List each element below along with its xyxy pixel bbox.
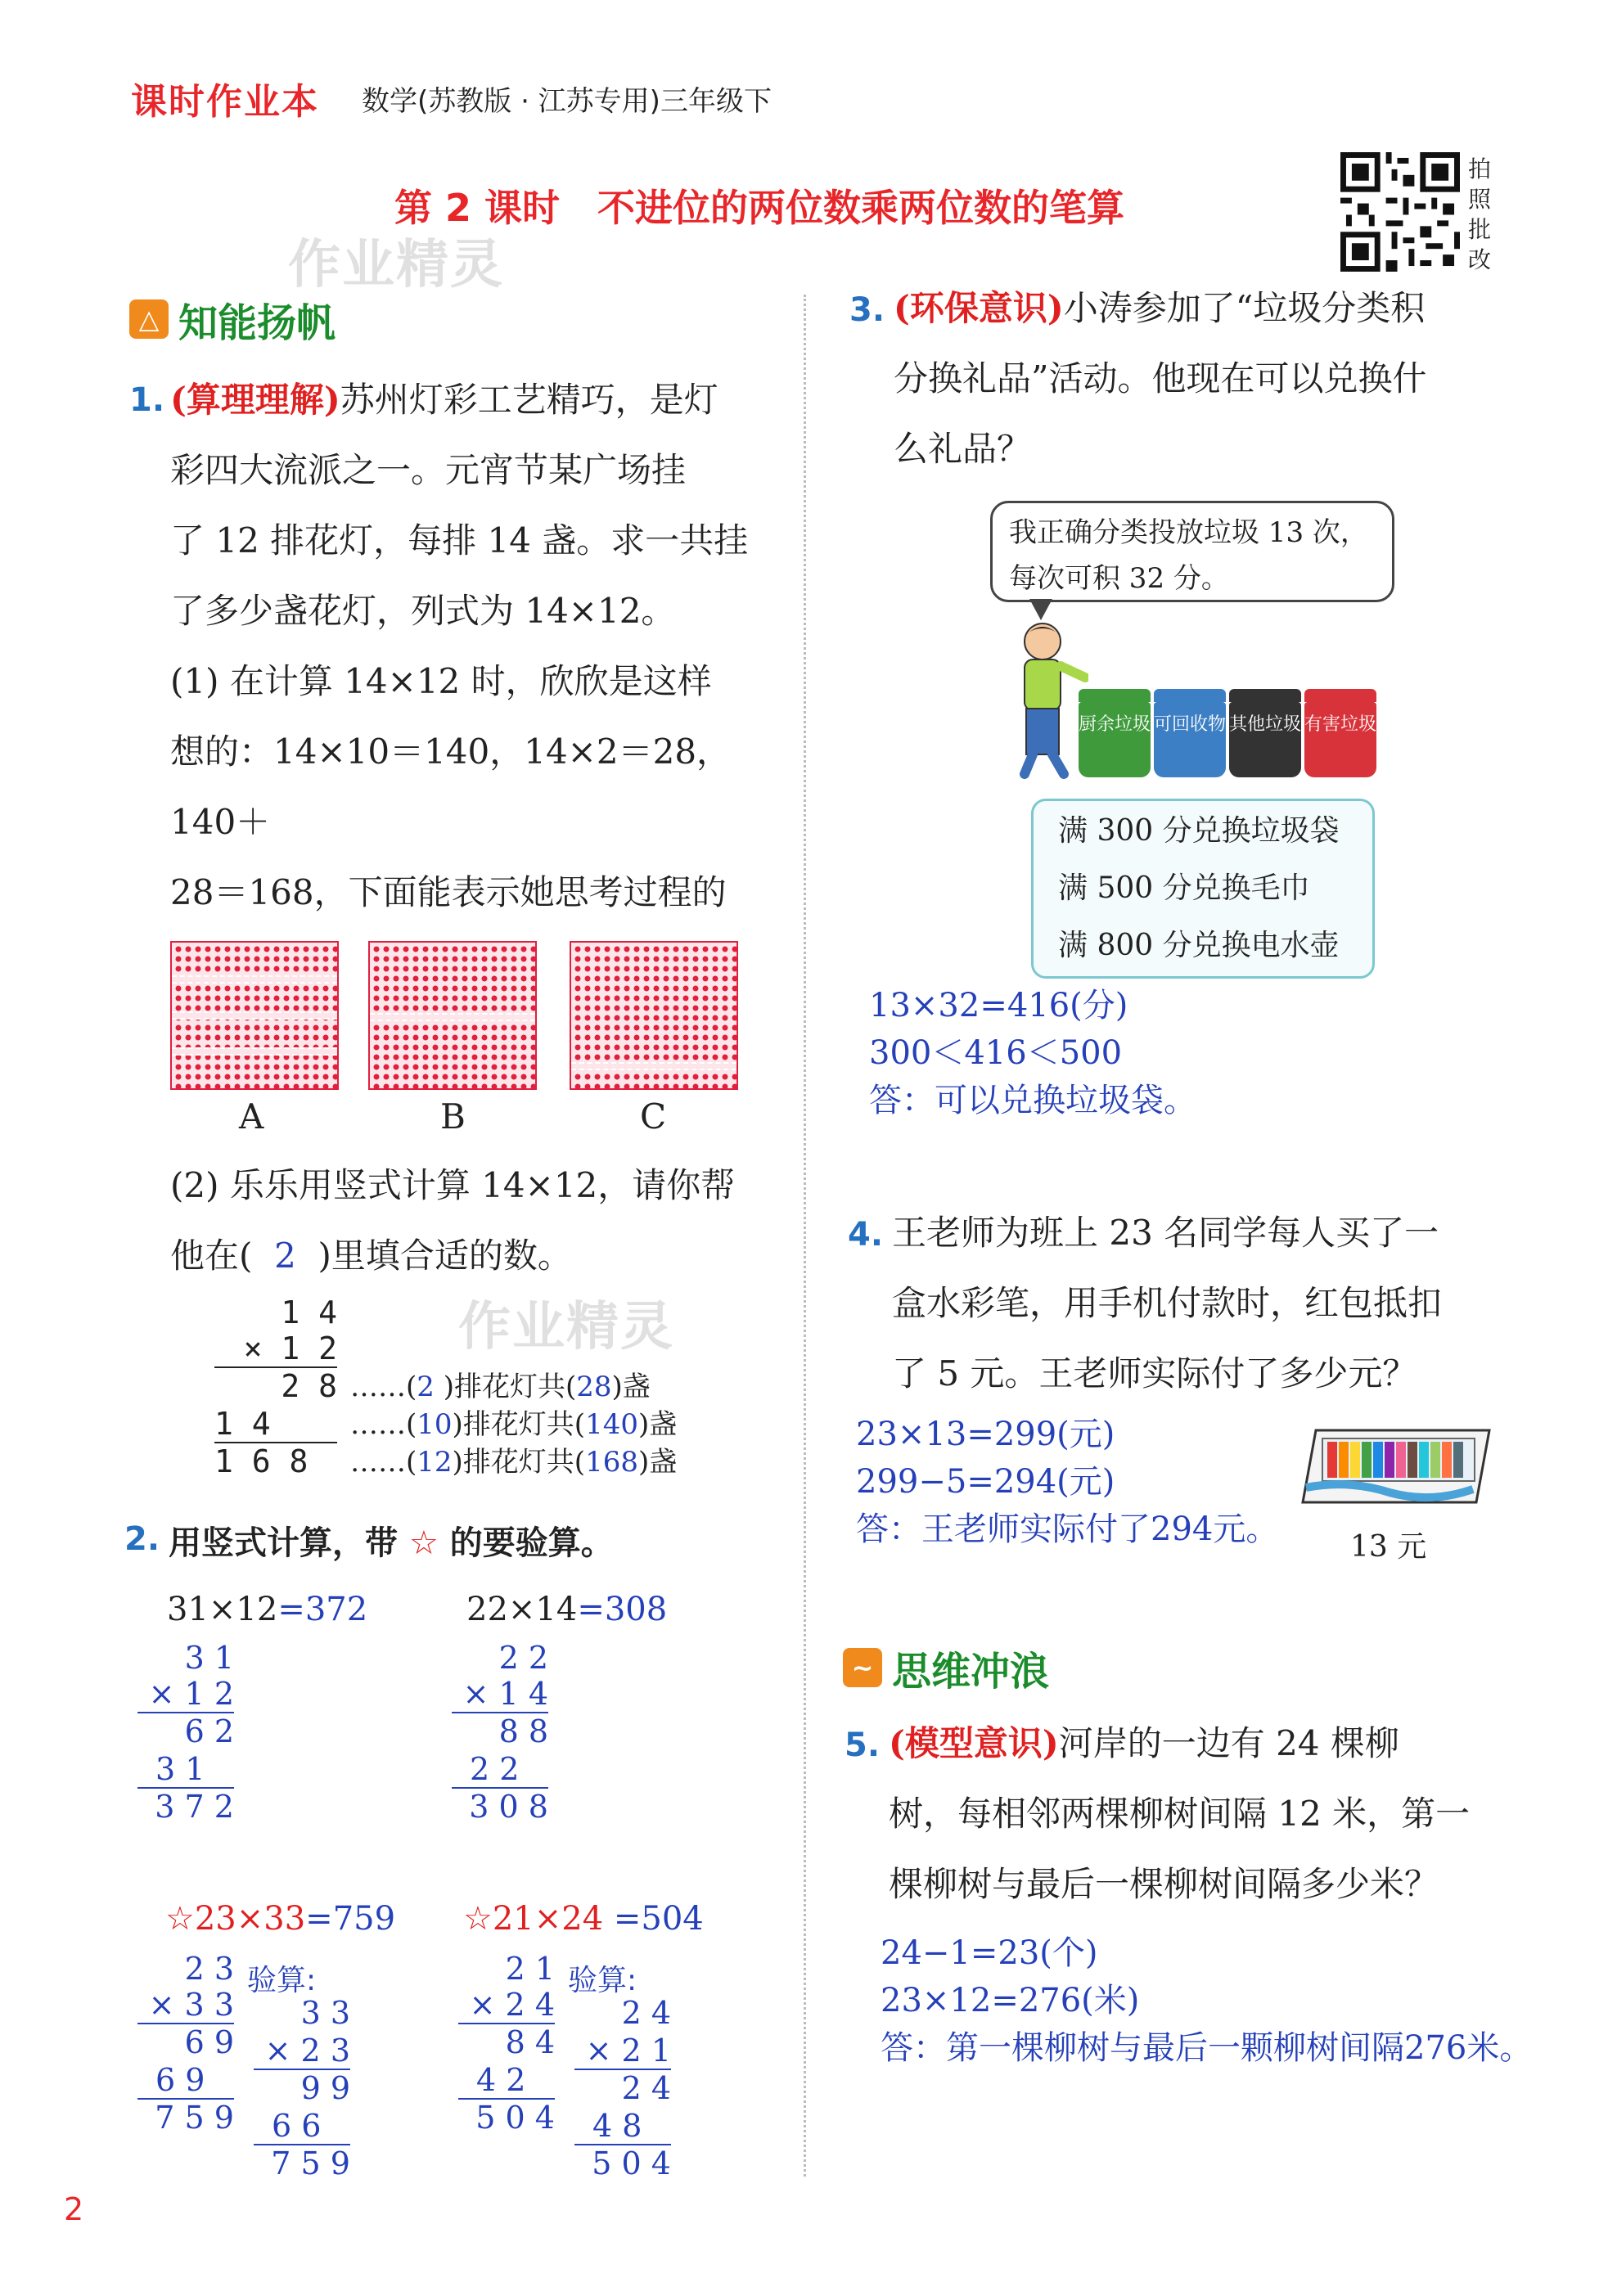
question-number: 2. xyxy=(124,1520,160,1558)
work-row: 4 2 xyxy=(458,2062,555,2100)
problem-expression: 22×14=308 xyxy=(466,1591,668,1628)
qr-caption xyxy=(1468,154,1494,275)
grid-label-c: C xyxy=(640,1096,667,1137)
work-row: 8 4 xyxy=(505,2024,555,2060)
work-row: 8 8 xyxy=(498,1713,548,1749)
check-row: 9 9 xyxy=(300,2070,350,2106)
trash-bins xyxy=(1079,689,1377,779)
qr-code-icon[interactable] xyxy=(1340,152,1460,272)
work-row: 5 0 4 xyxy=(475,2100,555,2136)
grid-label-a: A xyxy=(239,1096,264,1137)
qr-caption-char: 拍 xyxy=(1468,155,1492,182)
work-row: 3 0 8 xyxy=(469,1789,548,1825)
bin-hazardous: 有害垃圾 xyxy=(1304,702,1376,777)
reward-item: 满 300 分兑换垃圾袋 xyxy=(1058,814,1340,848)
watermark: 作业精灵 xyxy=(288,235,504,295)
vertical-notes xyxy=(350,1368,677,1481)
check-label: 验算: xyxy=(568,1964,637,1997)
check-row: × 2 3 xyxy=(254,2033,350,2070)
note-row: ……(2 )排花灯共(28)盏 xyxy=(350,1371,651,1403)
dot-grid-b xyxy=(368,941,537,1090)
page-number: 2 xyxy=(64,2191,84,2227)
check-label: 验算: xyxy=(247,1964,317,1997)
question-4-text: 王老师为班上 23 名同学每人买了一 盒水彩笔，用手机付款时，红包抵扣 了 5 元。王老师实际付了多少元？ xyxy=(892,1213,1443,1393)
boy-illustration xyxy=(997,617,1088,781)
watermark: 作业精灵 xyxy=(458,1297,674,1357)
work-row: 2 3 xyxy=(184,1951,234,1987)
work-row: 3 1 xyxy=(184,1640,234,1676)
question-number: 3. xyxy=(849,291,885,329)
work-row: 2 2 xyxy=(498,1640,548,1676)
rewards-box xyxy=(1031,799,1375,979)
question-1-part-2: (2) 乐乐用竖式计算 14×12，请你帮 他在( 2 )里填合适的数。 xyxy=(170,1165,736,1276)
book-subtitle: 数学(苏教版 · 江苏专用)三年级下 xyxy=(362,85,772,118)
work-row: 3 1 xyxy=(137,1751,234,1789)
question-5-text: (模型意识)河岸的一边有 24 棵柳 树，每相邻两棵柳树间隔 12 米，第一 棵柳树与最后一棵柳树间隔多少米？ xyxy=(889,1723,1471,1904)
work-row: 2 1 xyxy=(505,1951,555,1987)
answer-blank: 2 xyxy=(274,1236,296,1276)
problem-expression: 31×12=372 xyxy=(167,1591,368,1628)
question-tag: (环保意识) xyxy=(894,288,1064,328)
question-number: 1. xyxy=(129,381,165,419)
work-row: × 1 2 xyxy=(137,1676,234,1713)
qr-caption-char: 照 xyxy=(1468,186,1492,213)
check-row: × 2 1 xyxy=(574,2033,671,2070)
bin-kitchen: 厨余垃圾 xyxy=(1079,702,1151,777)
dot-grid-c xyxy=(570,941,738,1090)
question-3-answer: 13×32=416(分) 300＜416＜500 答：可以兑换垃圾袋。 xyxy=(869,987,1196,1119)
grid-label-b: B xyxy=(440,1096,466,1137)
work-row: 7 5 9 xyxy=(155,2100,234,2136)
note-row: ……(10)排花灯共(140)盏 xyxy=(350,1408,678,1441)
question-tag: (算理理解) xyxy=(170,380,340,420)
lesson-title: 第 2 课时 不进位的两位数乘两位数的笔算 xyxy=(394,186,1125,230)
section-title: 知能扬帆 xyxy=(178,300,336,346)
vertical-row: 2 8 xyxy=(281,1368,337,1404)
reward-item: 满 500 分兑换毛巾 xyxy=(1058,871,1310,905)
book-brand: 课时作业本 xyxy=(131,81,319,123)
check-row: 3 3 xyxy=(300,1995,350,2031)
work-row: × 1 4 xyxy=(452,1676,548,1713)
check-row: 2 4 xyxy=(621,1995,671,2031)
check-row: 5 0 4 xyxy=(592,2145,671,2181)
work-row: × 3 3 xyxy=(137,1987,234,2024)
work-row: 6 9 xyxy=(184,2024,234,2060)
marker-box-illustration xyxy=(1299,1422,1493,1519)
section-title: 思维冲浪 xyxy=(892,1649,1050,1695)
question-number: 4. xyxy=(848,1216,884,1254)
section-icon: ~ xyxy=(843,1648,882,1687)
section-icon: △ xyxy=(129,299,169,339)
star-icon: ☆ xyxy=(408,1524,439,1562)
reward-item: 满 800 分兑换电水壶 xyxy=(1058,929,1340,962)
check-row: 7 5 9 xyxy=(271,2145,350,2181)
question-4-answer: 23×13=299(元) 299−5=294(元) 答：王老师实际付了294元。 xyxy=(856,1416,1279,1548)
dot-grid-a xyxy=(170,941,339,1090)
bin-recyclable: 可回收物 xyxy=(1154,702,1226,777)
vertical-row: × 1 2 xyxy=(214,1330,337,1368)
question-3-text: (环保意识)小涛参加了“垃圾分类积 分换礼品”活动。他现在可以兑换什 么礼品？ xyxy=(894,288,1427,469)
work-row: 3 7 2 xyxy=(155,1789,234,1825)
problem-expression: ☆21×24 =504 xyxy=(463,1900,704,1938)
work-row: 6 2 xyxy=(184,1713,234,1749)
bin-other: 其他垃圾 xyxy=(1229,702,1301,777)
work-row: × 2 4 xyxy=(458,1987,555,2024)
problem-expression: ☆23×33=759 xyxy=(165,1900,396,1938)
work-row: 2 2 xyxy=(452,1751,548,1789)
note-row: ……(12)排花灯共(168)盏 xyxy=(350,1446,678,1479)
qr-caption-char: 批 xyxy=(1468,216,1492,243)
vertical-row: 1 6 8 xyxy=(214,1443,309,1479)
column-divider xyxy=(804,295,806,2177)
check-row: 4 8 xyxy=(574,2108,671,2145)
question-5-answer: 24−1=23(个) 23×12=276(米) 答：第一棵柳树与最后一颗柳树间隔276米。 xyxy=(881,1934,1533,2067)
question-2-text: 用竖式计算，带 ☆ 的要验算。 xyxy=(169,1524,614,1562)
vertical-row: 1 4 xyxy=(214,1406,337,1443)
check-row: 6 6 xyxy=(254,2108,350,2145)
check-row: 2 4 xyxy=(621,2070,671,2106)
price-label: 13 元 xyxy=(1350,1530,1427,1564)
qr-caption-char: 改 xyxy=(1468,246,1492,273)
question-tag: (模型意识) xyxy=(889,1723,1059,1763)
speech-bubble: 我正确分类投放垃圾 13 次， 每次可积 32 分。 xyxy=(990,501,1394,602)
question-number: 5. xyxy=(845,1727,881,1764)
work-row: 6 9 xyxy=(137,2062,234,2100)
vertical-row: 1 4 xyxy=(281,1294,337,1330)
question-1-text: (算理理解)苏州灯彩工艺精巧，是灯 彩四大流派之一。元宵节某广场挂 了 12 排花灯，每排 14 盏。求一共挂 了多少盏花灯，列式为 14×12。 (1) 在计算 14×12 时，欣欣是这样 想的：14×10＝140，14×2＝28，140＋ 28＝168，下面能表示她思考过程的 xyxy=(170,365,776,998)
